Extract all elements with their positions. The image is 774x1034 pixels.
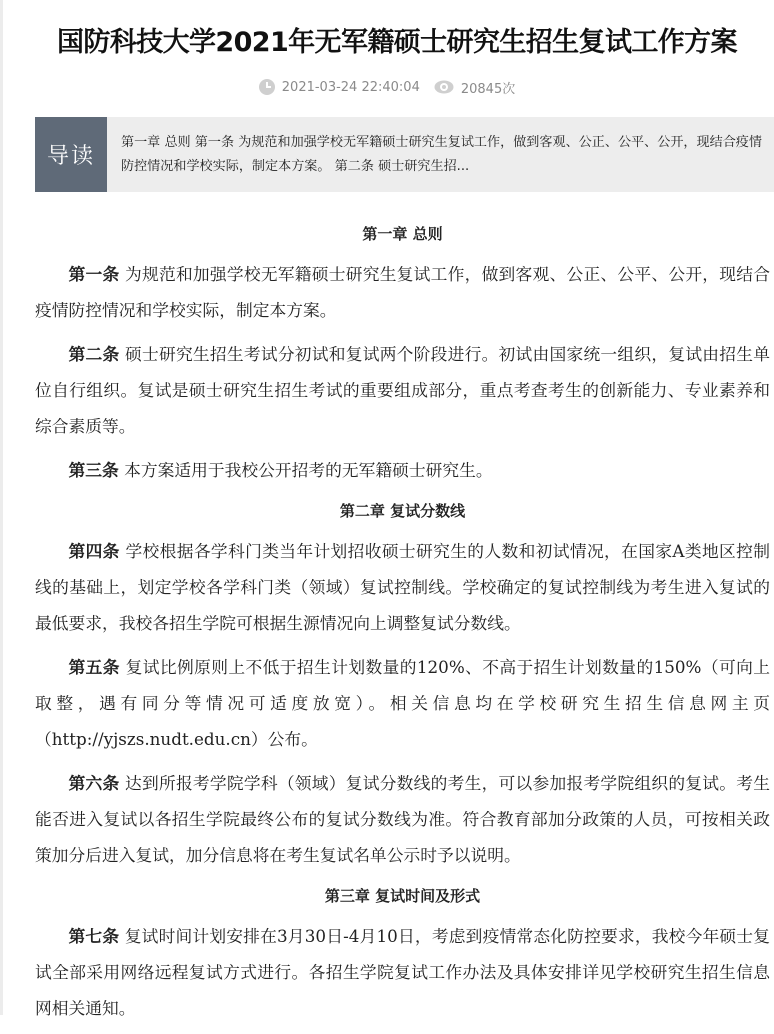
article-text: 学校根据各学科门类当年计划招收硕士研究生的人数和初试情况，在国家A类地区控制线的基础上，划定学校各学科门类（领域）复试控制线。学校确定的复试控制线为考生进入复试的最低要求，我校各招生学院可根据生源情况向上调整复试分数线。 — [35, 541, 770, 633]
article-text: 复试时间计划安排在3月30日-4月10日，考虑到疫情常态化防控要求，我校今年硕士复试全部采用网络远程复试方式进行。各招生学院复试工作办法及具体安排详见学校研究生招生信息网相关通知。 — [35, 926, 770, 1018]
article-label: 第二条 — [68, 344, 120, 364]
article-label: 第三条 — [68, 460, 119, 480]
article-meta — [0, 76, 774, 98]
article-summary — [35, 117, 774, 192]
article-paragraph — [35, 765, 770, 873]
article-text: 达到所报考学院学科（领域）复试分数线的考生，可以参加报考学院组织的复试。考生能否进入复试以各招生学院最终公布的复试分数线为准。符合教育部加分政策的人员，可按相关政策加分后进入复试，加分信息将在考生复试名单公示时予以说明。 — [35, 773, 770, 865]
article-text: 本方案适用于我校公开招考的无军籍硕士研究生。 — [118, 460, 493, 480]
article-paragraph — [35, 649, 770, 757]
view-count — [434, 78, 515, 97]
article-paragraph — [35, 918, 770, 1026]
article-text: 复试比例原则上不低于招生计划数量的120%、不高于招生计划数量的150%（可向上取整，遇有同分等情况可适度放宽）。相关信息均在学校研究生招生信息网主页（http://yjszs.nudt.edu.cn）公布。 — [35, 657, 770, 749]
publish-time — [259, 79, 420, 95]
article-paragraph — [35, 256, 770, 328]
guide-badge: 导读 — [35, 117, 107, 192]
chapter-heading: 第三章 复试时间及形式 — [324, 887, 481, 905]
article-label: 第五条 — [68, 657, 120, 677]
article-paragraph — [35, 452, 770, 488]
summary-text: 第一章 总则 第一条 为规范和加强学校无军籍硕士研究生复试工作，做到客观、公正、公平、公开，现结合疫情防控情况和学校实际，制定本方案。 第二条 硕士研究生招... — [121, 135, 762, 174]
chapter-heading: 第二章 复试分数线 — [339, 502, 466, 520]
left-border — [0, 0, 3, 1015]
chapter-heading: 第一章 总则 — [362, 225, 443, 243]
article-text: 硕士研究生招生考试分初试和复试两个阶段进行。初试由国家统一组织，复试由招生单位自行组织。复试是硕士研究生招生考试的重要组成部分，重点考查考生的创新能力、专业素养和综合素质等。 — [35, 344, 770, 436]
article-title: 国防科技大学2021年无军籍硕士研究生招生复试工作方案 — [57, 27, 737, 58]
publish-time-text: 2021-03-24 22:40:04 — [281, 79, 420, 95]
article-text: 为规范和加强学校无军籍硕士研究生复试工作，做到客观、公正、公平、公开，现结合疫情防控情况和学校实际，制定本方案。 — [35, 264, 770, 320]
view-count-text: 20845次 — [460, 81, 516, 97]
article-body — [35, 219, 770, 1034]
article-label: 第七条 — [68, 926, 120, 946]
article-label: 第四条 — [68, 541, 120, 561]
article-paragraph — [35, 533, 770, 641]
article-paragraph — [35, 336, 770, 444]
clock-icon — [259, 79, 275, 95]
article-label: 第六条 — [68, 773, 120, 793]
eye-icon — [434, 80, 454, 94]
article-label: 第一条 — [68, 264, 120, 284]
